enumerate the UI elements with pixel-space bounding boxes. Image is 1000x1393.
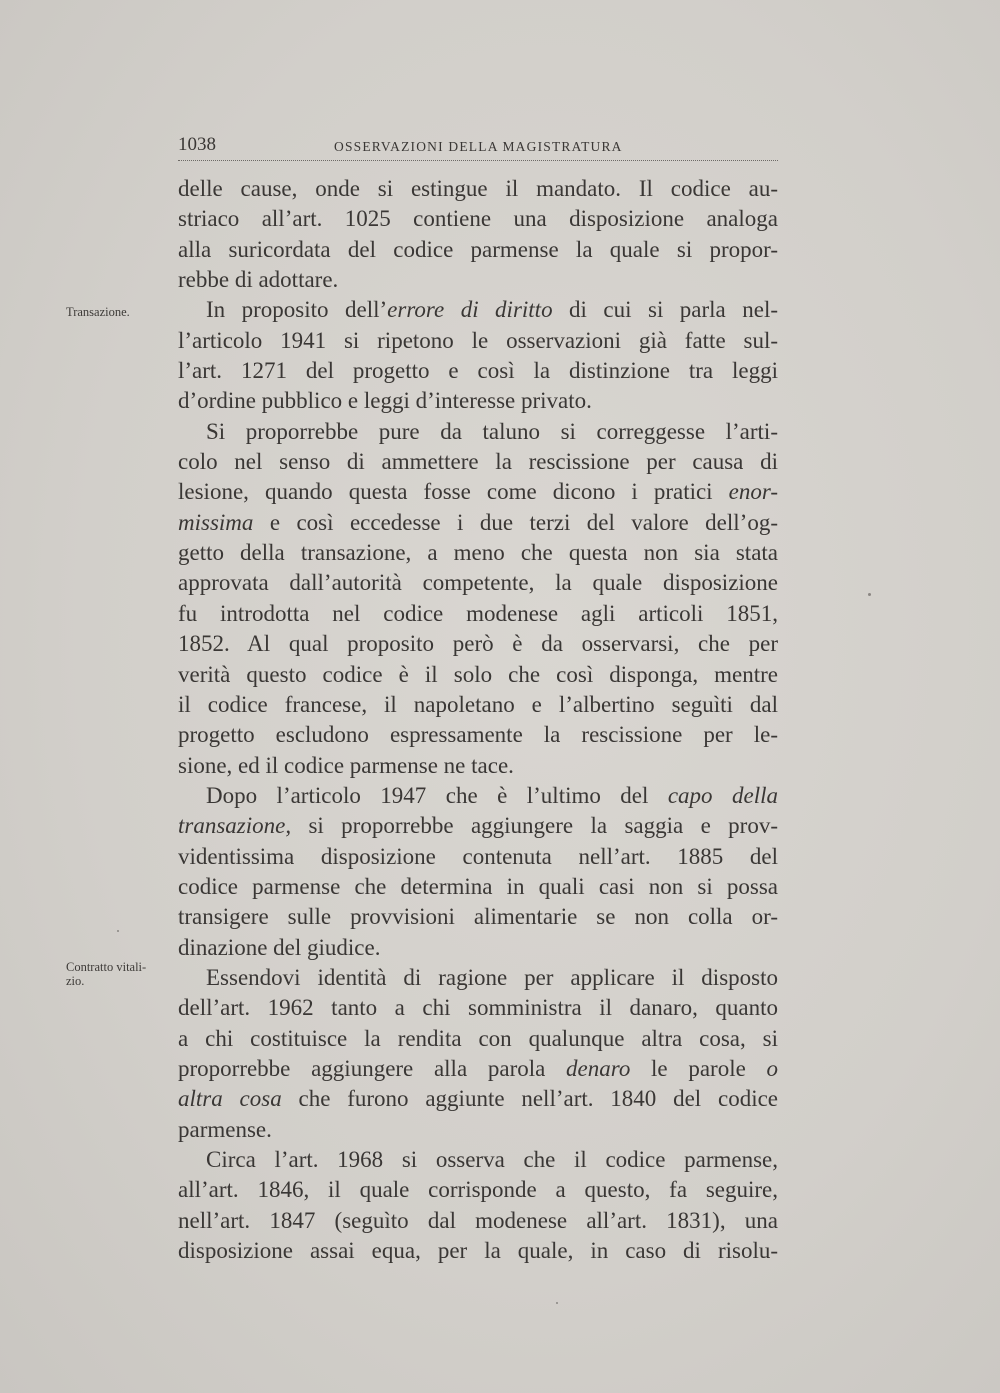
text-segment: getto della transazione, a meno che questa non sia stata [178, 540, 778, 566]
page-number: 1038 [178, 134, 216, 155]
text-segment: proporrebbe aggiungere alla parola [178, 1055, 567, 1081]
text-segment: dinazione del giudice. [178, 934, 381, 960]
text-segment: le parole [630, 1055, 767, 1081]
text-line [178, 1206, 778, 1236]
text-line [178, 417, 778, 447]
text-segment: l’art. 1271 del progetto e così la distinzione tra leggi [178, 358, 778, 384]
text-line [178, 1024, 778, 1054]
paper-speck [868, 593, 871, 596]
text-line [178, 872, 778, 902]
italic-text: capo della [667, 782, 778, 808]
italic-text: transazione, [178, 813, 292, 839]
text-segment: approvata dall’autorità competente, la quale disposizione [178, 570, 778, 596]
text-line [178, 477, 778, 507]
text-segment: disposizione assai equa, per la quale, in caso di risolu- [178, 1238, 778, 1264]
text-line [178, 842, 778, 872]
text-segment: l’articolo 1941 si ripetono le osservazioni già fatte sul- [178, 327, 778, 353]
text-segment: In proposito dell’ [206, 297, 388, 323]
text-line [178, 1115, 778, 1145]
body-text [178, 174, 778, 1266]
text-segment: Circa l’art. 1968 si osserva che il codice parmense, [206, 1147, 778, 1172]
text-line [178, 781, 778, 811]
text-line [178, 235, 778, 265]
text-line [178, 1145, 778, 1175]
margin-note-contratto-vitalizio [66, 960, 178, 988]
text-segment: Dopo l’articolo 1947 che è l’ultimo del [206, 782, 668, 808]
italic-text: missima [178, 509, 254, 535]
text-segment: delle cause, onde si estingue il mandato. Il codice au- [178, 176, 778, 201]
text-segment: videntissima disposizione contenuta nell’art. 1885 del [178, 843, 778, 869]
text-segment: Essendovi identità di ragione per applicare il disposto [206, 964, 778, 990]
italic-text: errore di diritto [387, 297, 553, 323]
running-head [178, 134, 778, 161]
text-segment: striaco all’art. 1025 contiene una disposizione analoga [178, 206, 778, 232]
text-line [178, 265, 778, 295]
text-line [178, 356, 778, 386]
text-line [178, 993, 778, 1023]
text-line [178, 720, 778, 750]
text-segment: fu introdotta nel codice modenese agli articoli 1851, [178, 600, 778, 626]
text-segment: a chi costituisce la rendita con qualunque altra cosa, si [178, 1025, 778, 1051]
text-segment: codice parmense che determina in quali casi non si possa [178, 873, 778, 899]
paper-speck [556, 1302, 558, 1304]
text-segment: parmense. [178, 1116, 272, 1142]
margin-note-line: zio. [66, 974, 85, 988]
running-head-title: OSSERVAZIONI DELLA MAGISTRATURA [334, 139, 623, 154]
text-line [178, 660, 778, 690]
text-line [178, 568, 778, 598]
text-line [178, 1084, 778, 1114]
text-segment: nell’art. 1847 (seguìto dal modenese all’art. 1831), una [178, 1207, 778, 1233]
text-segment: progetto escludono espressamente la rescissione per le- [178, 722, 778, 748]
italic-text: enor- [728, 479, 778, 505]
text-segment: di cui si parla nel- [552, 297, 778, 323]
text-segment: sione, ed il codice parmense ne tace. [178, 752, 514, 778]
text-segment: colo nel senso di ammettere la rescissione per causa di [178, 449, 778, 475]
italic-text: altra cosa [178, 1086, 282, 1112]
text-segment: rebbe di adottare. [178, 267, 339, 293]
margin-note-transazione: Transazione. [66, 305, 130, 319]
text-line [178, 1236, 778, 1266]
text-line [178, 1175, 778, 1205]
text-line [178, 811, 778, 841]
text-line [178, 326, 778, 356]
text-line [178, 902, 778, 932]
margin-note-line: Contratto vitali- [66, 960, 147, 974]
italic-text: denaro [566, 1055, 631, 1081]
text-line [178, 1054, 778, 1084]
text-segment: Si proporrebbe pure da taluno si correggesse l’arti- [206, 418, 778, 444]
text-line [178, 629, 778, 659]
text-segment: all’art. 1846, il quale corrisponde a questo, fa seguire, [178, 1177, 778, 1203]
text-segment: transigere sulle provvisioni alimentarie se non colla or- [178, 904, 778, 930]
text-line [178, 204, 778, 234]
text-segment: che furono aggiunte nell’art. 1840 del codice [281, 1086, 778, 1112]
text-segment: 1852. Al qual proposito però è da osservarsi, che per [178, 631, 778, 657]
text-line [178, 386, 778, 416]
text-segment: il codice francese, il napoletano e l’albertino seguìti dal [178, 691, 778, 717]
text-line [178, 174, 778, 204]
text-segment: alla suricordata del codice parmense la quale si propor- [178, 236, 778, 262]
text-segment: e così eccedesse i due terzi del valore dell’og- [253, 509, 778, 535]
text-line [178, 295, 778, 325]
text-line [178, 599, 778, 629]
text-line [178, 538, 778, 568]
text-segment: d’ordine pubblico e leggi d’interesse privato. [178, 388, 592, 414]
text-line [178, 751, 778, 781]
text-segment: dell’art. 1962 tanto a chi somministra il danaro, quanto [178, 995, 778, 1021]
text-segment: si proporrebbe aggiungere la saggia e prov- [291, 813, 778, 839]
text-line [178, 690, 778, 720]
text-line [178, 508, 778, 538]
paper-speck [117, 930, 119, 932]
text-line [178, 963, 778, 993]
text-line [178, 447, 778, 477]
text-line [178, 933, 778, 963]
text-segment: verità questo codice è il solo che così disponga, mentre [178, 661, 778, 687]
italic-text: o [766, 1055, 778, 1081]
text-segment: lesione, quando questa fosse come dicono i pratici [178, 479, 729, 505]
